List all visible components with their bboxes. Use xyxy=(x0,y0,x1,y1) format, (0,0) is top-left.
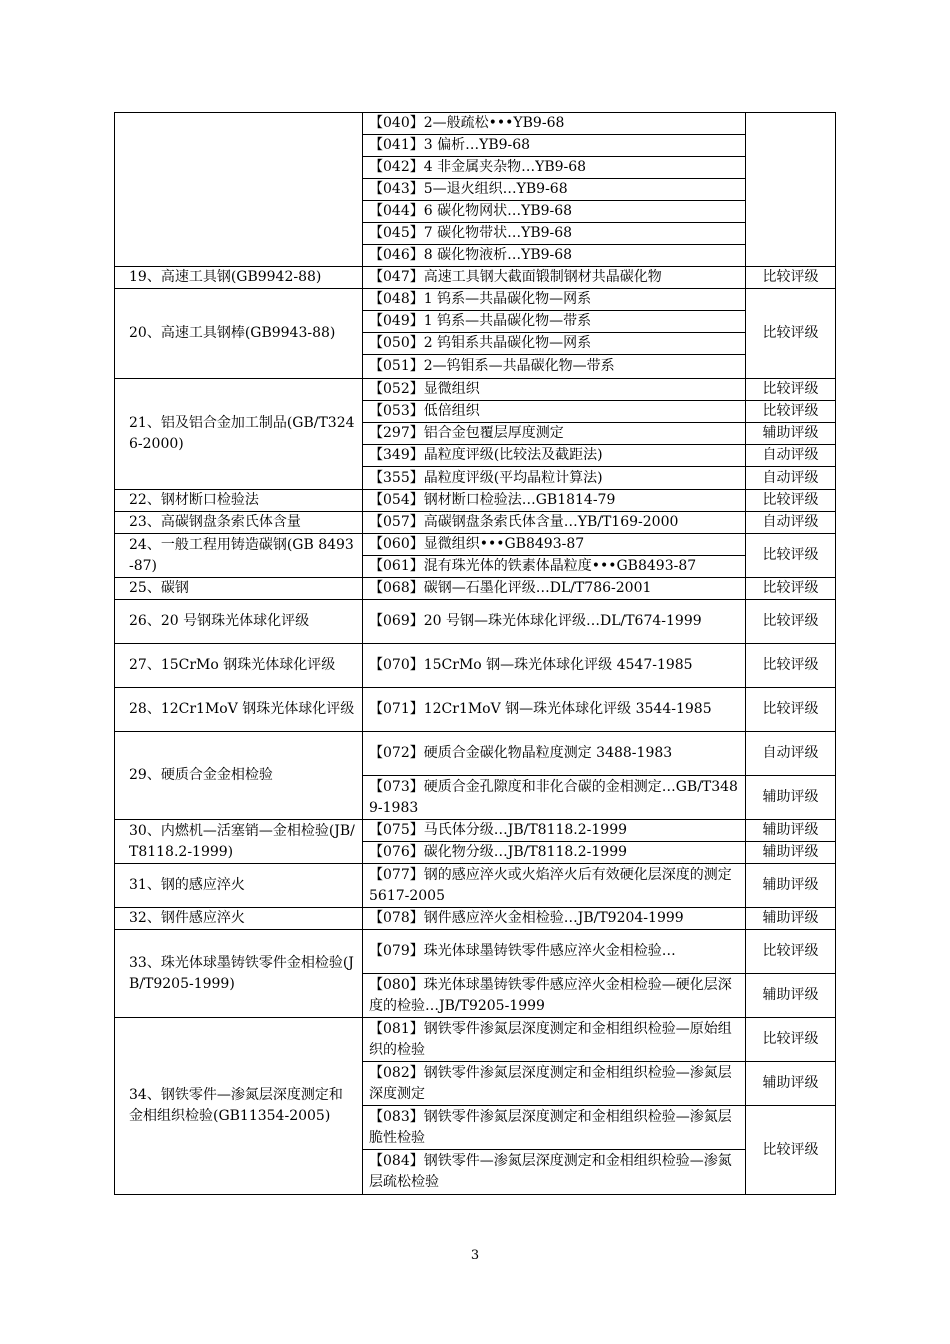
grading-method: 比较评级 xyxy=(746,534,836,578)
test-item: 【061】混有珠光体的铁素体晶粒度•••GB8493-87 xyxy=(363,556,746,578)
test-item: 【046】8 碳化物液析…YB9-68 xyxy=(363,245,746,267)
test-item: 【051】2—钨钼系—共晶碳化物—带系 xyxy=(363,355,746,379)
grading-method: 自动评级 xyxy=(746,512,836,534)
table-row xyxy=(115,644,836,688)
table-row xyxy=(115,1018,836,1062)
test-item: 【082】钢铁零件渗氮层深度测定和金相组织检验—渗氮层深度测定 xyxy=(363,1062,746,1106)
test-item: 【081】钢铁零件渗氮层深度测定和金相组织检验—原始组织的检验 xyxy=(363,1018,746,1062)
table-row xyxy=(115,534,836,556)
standard-name: 26、20 号钢珠光体球化评级 xyxy=(115,600,363,644)
test-item: 【040】2—般疏松•••YB9-68 xyxy=(363,113,746,135)
table-row xyxy=(115,578,836,600)
table-row xyxy=(115,864,836,908)
test-item: 【071】12Cr1MoV 钢—珠光体球化评级 3544-1985 xyxy=(363,688,746,732)
standard-name: 29、硬质合金金相检验 xyxy=(115,732,363,820)
grading-method: 辅助评级 xyxy=(746,974,836,1018)
standards-table xyxy=(114,112,836,1195)
grading-method: 比较评级 xyxy=(746,1018,836,1062)
grading-method: 比较评级 xyxy=(746,1106,836,1195)
table-row xyxy=(115,600,836,644)
grading-method: 自动评级 xyxy=(746,467,836,490)
standard-name: 21、铝及铝合金加工制品(GB/T3246-2000) xyxy=(115,379,363,490)
test-item: 【041】3 偏析…YB9-68 xyxy=(363,135,746,157)
test-item: 【057】高碳钢盘条索氏体含量…YB/T169-2000 xyxy=(363,512,746,534)
test-item: 【084】钢铁零件—渗氮层深度测定和金相组织检验—渗氮层疏松检验 xyxy=(363,1150,746,1195)
test-item: 【068】碳钢—石墨化评级…DL/T786-2001 xyxy=(363,578,746,600)
standard-name: 31、钢的感应淬火 xyxy=(115,864,363,908)
test-item: 【076】碳化物分级…JB/T8118.2-1999 xyxy=(363,842,746,864)
standard-name: 34、钢铁零件—渗氮层深度测定和金相组织检验(GB11354-2005) xyxy=(115,1018,363,1195)
table-row xyxy=(115,732,836,776)
table-row xyxy=(115,289,836,311)
grading-method: 比较评级 xyxy=(746,490,836,512)
grading-method: 辅助评级 xyxy=(746,842,836,864)
table-row xyxy=(115,930,836,974)
test-item: 【044】6 碳化物网状…YB9-68 xyxy=(363,201,746,223)
test-item: 【349】晶粒度评级(比较法及截距法) xyxy=(363,445,746,467)
grading-method: 比较评级 xyxy=(746,379,836,401)
grading-method: 比较评级 xyxy=(746,578,836,600)
table-row xyxy=(115,267,836,289)
test-item: 【355】晶粒度评级(平均晶粒计算法) xyxy=(363,467,746,490)
test-item: 【297】铝合金包覆层厚度测定 xyxy=(363,423,746,445)
grading-method xyxy=(746,113,836,267)
test-item: 【050】2 钨钼系共晶碳化物—网系 xyxy=(363,333,746,355)
grading-method: 比较评级 xyxy=(746,688,836,732)
test-item: 【073】硬质合金孔隙度和非化合碳的金相测定…GB/T3489-1983 xyxy=(363,776,746,820)
grading-method: 自动评级 xyxy=(746,445,836,467)
page-number: 3 xyxy=(470,1248,480,1263)
table-row xyxy=(115,490,836,512)
test-item: 【052】显微组织 xyxy=(363,379,746,401)
grading-method: 辅助评级 xyxy=(746,864,836,908)
standard-name xyxy=(115,113,363,267)
standard-name: 19、高速工具钢(GB9942-88) xyxy=(115,267,363,289)
standard-name: 28、12Cr1MoV 钢珠光体球化评级 xyxy=(115,688,363,732)
test-item: 【072】硬质合金碳化物晶粒度测定 3488-1983 xyxy=(363,732,746,776)
standard-name: 24、一般工程用铸造碳钢(GB 8493-87) xyxy=(115,534,363,578)
table-row xyxy=(115,688,836,732)
test-item: 【080】珠光体球墨铸铁零件感应淬火金相检验—硬化层深度的检验…JB/T9205-1999 xyxy=(363,974,746,1018)
standard-name: 23、高碳钢盘条索氏体含量 xyxy=(115,512,363,534)
test-item: 【083】钢铁零件渗氮层深度测定和金相组织检验—渗氮层脆性检验 xyxy=(363,1106,746,1150)
grading-method: 辅助评级 xyxy=(746,908,836,930)
test-item: 【042】4 非金属夹杂物…YB9-68 xyxy=(363,157,746,179)
table-row xyxy=(115,512,836,534)
standard-name: 27、15CrMo 钢珠光体球化评级 xyxy=(115,644,363,688)
grading-method: 辅助评级 xyxy=(746,820,836,842)
grading-method: 自动评级 xyxy=(746,732,836,776)
test-item: 【078】钢件感应淬火金相检验…JB/T9204-1999 xyxy=(363,908,746,930)
grading-method: 比较评级 xyxy=(746,930,836,974)
grading-method: 辅助评级 xyxy=(746,423,836,445)
test-item: 【069】20 号钢—珠光体球化评级…DL/T674-1999 xyxy=(363,600,746,644)
test-item: 【070】15CrMo 钢—珠光体球化评级 4547-1985 xyxy=(363,644,746,688)
standard-name: 20、高速工具钢棒(GB9943-88) xyxy=(115,289,363,379)
table-row xyxy=(115,820,836,842)
grading-method: 比较评级 xyxy=(746,401,836,423)
test-item: 【043】5—退火组织…YB9-68 xyxy=(363,179,746,201)
test-item: 【060】显微组织•••GB8493-87 xyxy=(363,534,746,556)
table-row xyxy=(115,113,836,135)
table-row xyxy=(115,379,836,401)
test-item: 【075】马氏体分级…JB/T8118.2-1999 xyxy=(363,820,746,842)
test-item: 【053】低倍组织 xyxy=(363,401,746,423)
grading-method: 辅助评级 xyxy=(746,1062,836,1106)
standard-name: 32、钢件感应淬火 xyxy=(115,908,363,930)
test-item: 【079】珠光体球墨铸铁零件感应淬火金相检验… xyxy=(363,930,746,974)
standard-name: 30、内燃机—活塞销—金相检验(JB/T8118.2-1999) xyxy=(115,820,363,864)
test-item: 【045】7 碳化物带状…YB9-68 xyxy=(363,223,746,245)
grading-method: 比较评级 xyxy=(746,600,836,644)
test-item: 【054】钢材断口检验法…GB1814-79 xyxy=(363,490,746,512)
standard-name: 22、钢材断口检验法 xyxy=(115,490,363,512)
grading-method: 比较评级 xyxy=(746,644,836,688)
test-item: 【077】钢的感应淬火或火焰淬火后有效硬化层深度的测定 5617-2005 xyxy=(363,864,746,908)
standard-name: 25、碳钢 xyxy=(115,578,363,600)
grading-method: 比较评级 xyxy=(746,289,836,379)
grading-method: 辅助评级 xyxy=(746,776,836,820)
test-item: 【047】高速工具钢大截面锻制钢材共晶碳化物 xyxy=(363,267,746,289)
table-row xyxy=(115,908,836,930)
test-item: 【049】1 钨系—共晶碳化物—带系 xyxy=(363,311,746,333)
test-item: 【048】1 钨系—共晶碳化物—网系 xyxy=(363,289,746,311)
grading-method: 比较评级 xyxy=(746,267,836,289)
standard-name: 33、珠光体球墨铸铁零件金相检验(JB/T9205-1999) xyxy=(115,930,363,1018)
